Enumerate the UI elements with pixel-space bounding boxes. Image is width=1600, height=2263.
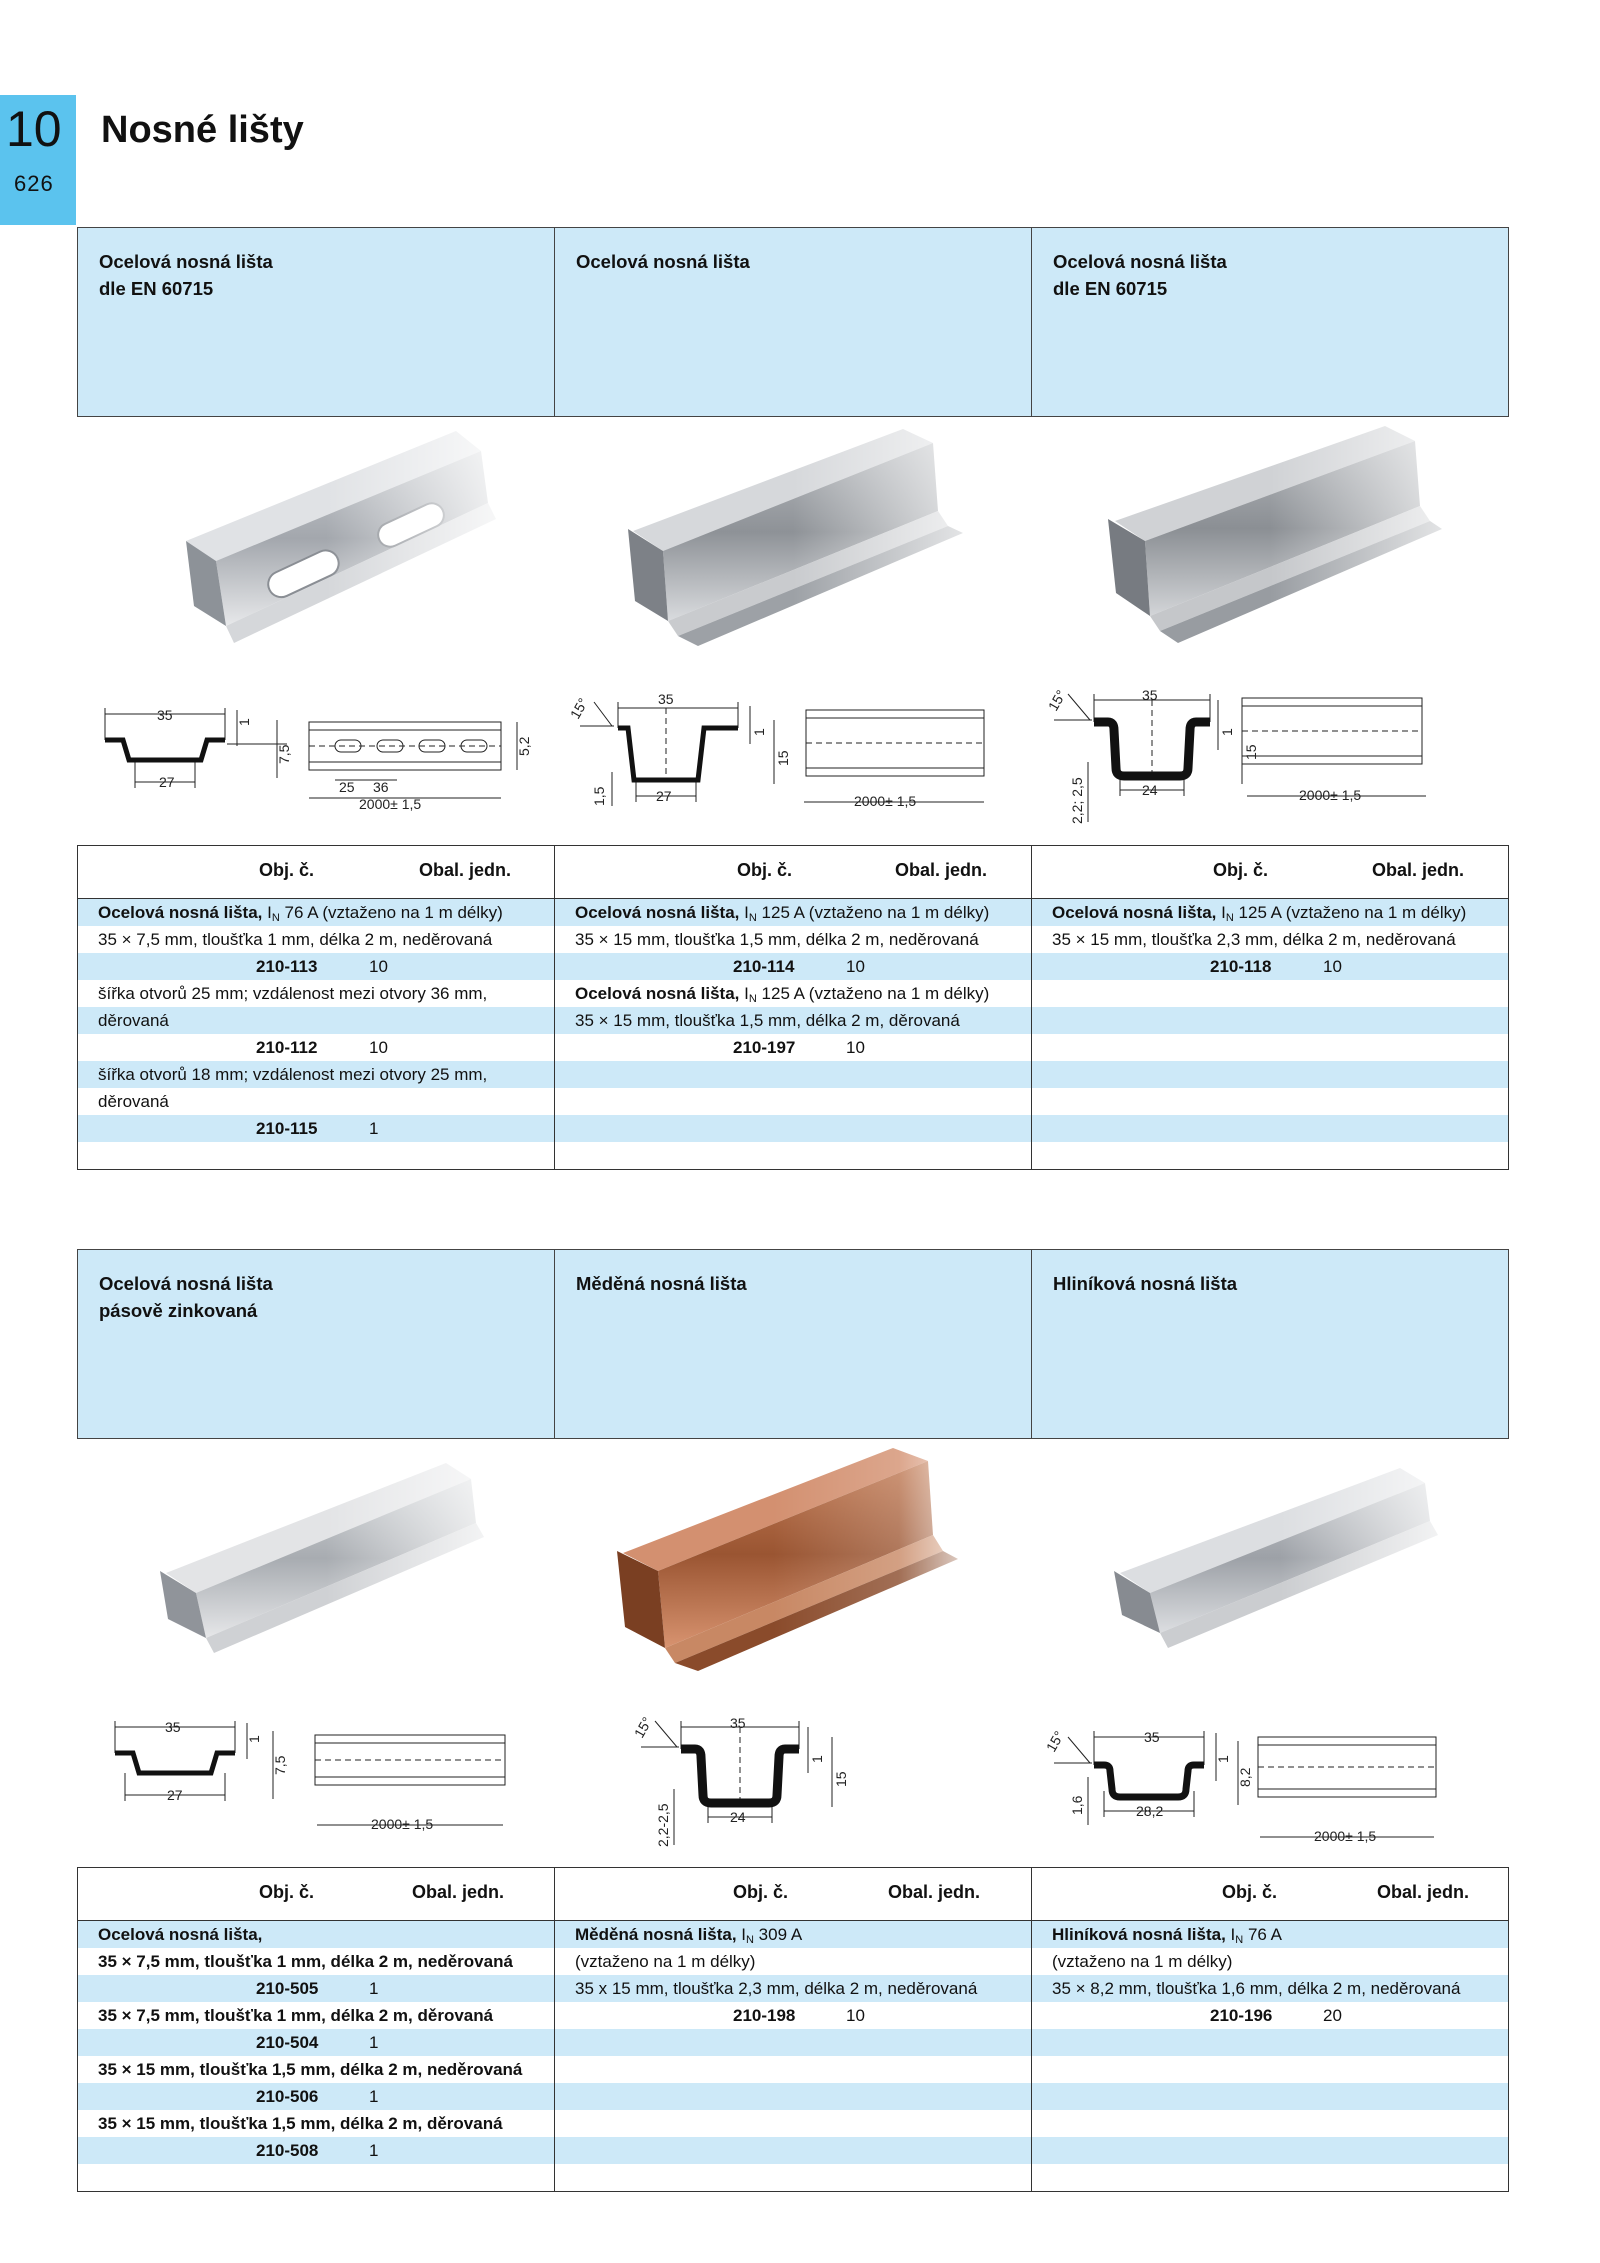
description-line: 35 × 7,5 mm, tloušťka 1 mm, délka 2 m, děrovaná <box>98 2006 494 2025</box>
description-line <box>1032 2029 1508 2056</box>
pack-unit: 10 <box>846 957 865 976</box>
order-table-1 <box>77 845 1509 1170</box>
product-header-steel: Ocelová nosná lišta <box>555 228 1032 416</box>
pack-unit: 20 <box>1323 2006 1342 2025</box>
description-line: Ocelová nosná lišta, $I_N$ 125 A (vztaženo na 1 m délky) <box>575 984 990 1005</box>
order-number: 210-113 <box>256 957 318 976</box>
dim-sheet-thickness: 1,5 <box>591 786 608 806</box>
description-line <box>1032 2164 1508 2191</box>
description-line <box>1032 1088 1508 1115</box>
dim-base: 27 <box>167 1787 183 1803</box>
dim-side: 5,2 <box>516 736 532 756</box>
table-header: Obj. č. Obal. jedn. <box>555 846 1031 899</box>
description-line: 35 × 15 mm, tloušťka 1,5 mm, délka 2 m, neděrovaná <box>98 2060 523 2079</box>
table-header: Obj. č. Obal. jedn. <box>78 846 554 899</box>
order-row <box>555 1034 1031 1061</box>
product-name: Ocelová nosná lišta, <box>1052 903 1217 922</box>
table-header: Obj. č. Obal. jedn. <box>78 1868 554 1921</box>
order-row <box>78 2083 554 2110</box>
description-line <box>555 2137 1031 2164</box>
product-header-aluminium: Hliníková nosná lišta <box>1053 1273 1238 1294</box>
description-line <box>1032 2137 1508 2164</box>
description-line: 35 × 7,5 mm, tloušťka 1 mm, délka 2 m, neděrovaná <box>98 1952 513 1971</box>
dim-thickness: 1 <box>246 1735 262 1743</box>
description-line: (vztaženo na 1 m délky) <box>575 1952 756 1971</box>
order-number: 210-112 <box>256 1038 318 1057</box>
dim-length: 2000± 1,5 <box>1298 787 1361 803</box>
order-row <box>78 1975 554 2002</box>
dimension-drawing-perforated <box>77 680 554 826</box>
description-line: 35 × 15 mm, tloušťka 1,5 mm, délka 2 m, děrovaná <box>555 1007 1031 1034</box>
order-number: 210-505 <box>256 1979 319 1998</box>
dim-base: 28,2 <box>1135 1803 1163 1819</box>
order-row <box>78 2029 554 2056</box>
description-line: šířka otvorů 25 mm; vzdálenost mezi otvory 36 mm, <box>98 984 488 1003</box>
product-header-steel-zinc: Ocelová nosná lišta pásově zinkovaná <box>78 1250 555 1438</box>
product-name: Hliníková nosná lišta, <box>1052 1925 1226 1944</box>
description-line <box>1032 2083 1508 2110</box>
order-table-2 <box>77 1867 1509 2192</box>
table-header: Obj. č. Obal. jedn. <box>555 1868 1031 1921</box>
dim-height: 8,2 <box>1236 1767 1253 1787</box>
dim-sheet-thickness: 2,2; 2,5 <box>1068 777 1085 824</box>
order-number: 210-197 <box>733 1038 796 1057</box>
dim-thickness: 1 <box>1218 728 1235 736</box>
order-column <box>1032 846 1508 1169</box>
order-number: 210-198 <box>733 2006 796 2025</box>
dim-width: 35 <box>157 707 173 723</box>
dim-height: 7,5 <box>276 744 292 764</box>
order-row <box>78 1034 554 1061</box>
dim-length: 2000± 1,5 <box>359 796 422 812</box>
description-line: děrovaná <box>78 1007 554 1034</box>
dim-angle: 15° <box>631 1714 656 1741</box>
description-line: 35 × 15 mm, tloušťka 1,5 mm, délka 2 m, neděrovaná <box>575 930 979 949</box>
dim-thickness: 1 <box>1214 1755 1231 1763</box>
dimension-drawing-heavy <box>1032 680 1509 826</box>
description-line <box>555 1142 1031 1169</box>
product-header-row-2 <box>77 1249 1509 1439</box>
order-row <box>1032 953 1508 980</box>
rail-photo-perforated <box>77 418 554 654</box>
dim-angle: 15° <box>567 695 592 722</box>
description-line <box>555 2029 1031 2056</box>
pack-unit: 10 <box>369 1038 388 1057</box>
order-number: 210-508 <box>256 2141 319 2160</box>
dim-base: 27 <box>656 788 672 804</box>
description-line <box>1032 2056 1508 2083</box>
rail-photo-heavy <box>1032 418 1509 654</box>
page-number: 626 <box>14 171 54 196</box>
description-line: šířka otvorů 18 mm; vzdálenost mezi otvory 25 mm, <box>78 1061 554 1088</box>
pack-unit: 10 <box>846 1038 865 1057</box>
order-number: 210-114 <box>733 957 795 976</box>
dim-thickness: 1 <box>809 1755 826 1763</box>
order-row <box>555 953 1031 980</box>
rail-photo-copper <box>554 1440 1031 1676</box>
rail-photo-aluminium <box>1032 1440 1509 1676</box>
description-line <box>1032 2110 1508 2137</box>
order-number: 210-506 <box>256 2087 319 2106</box>
dim-width: 35 <box>165 1719 181 1735</box>
dim-slot: 25 <box>339 779 355 795</box>
order-column <box>78 846 555 1169</box>
pack-unit: 1 <box>369 1119 379 1138</box>
dim-height: 7,5 <box>272 1755 288 1775</box>
description-line <box>555 1061 1031 1088</box>
dim-length: 2000± 1,5 <box>371 1816 434 1832</box>
description-line <box>555 1115 1031 1142</box>
order-row <box>78 2137 554 2164</box>
description-line <box>1032 980 1508 1007</box>
dim-height: 15 <box>775 750 792 766</box>
product-header-copper: Měděná nosná lišta <box>555 1250 1032 1438</box>
dim-angle: 15° <box>1044 687 1069 714</box>
rail-photo-deep <box>554 418 1031 654</box>
dim-base: 24 <box>1141 782 1158 798</box>
table-header: Obj. č. Obal. jedn. <box>1032 846 1508 899</box>
description-line <box>555 2056 1031 2083</box>
description-line <box>1032 1115 1508 1142</box>
chapter-number: 10 <box>6 101 62 157</box>
description-line <box>555 1088 1031 1115</box>
dim-thickness: 1 <box>751 728 768 736</box>
description-line: Ocelová nosná lišta, $I_N$ 125 A (vztaženo na 1 m délky) <box>555 899 1031 926</box>
product-photo-row-1 <box>77 418 1509 654</box>
order-row <box>1032 2002 1508 2029</box>
description-line <box>555 2164 1031 2191</box>
description-line: 35 × 15 mm, tloušťka 1,5 mm, délka 2 m, děrovaná <box>98 2114 503 2133</box>
product-name: Ocelová nosná lišta, <box>575 984 740 1003</box>
description-line <box>1032 1007 1508 1034</box>
description-line <box>1032 1061 1508 1088</box>
order-number: 210-504 <box>256 2033 319 2052</box>
dim-length: 2000± 1,5 <box>1313 1828 1376 1844</box>
dim-width: 35 <box>1141 687 1158 703</box>
description-line: 35 × 8,2 mm, tloušťka 1,6 mm, délka 2 m, neděrovaná <box>1032 1975 1508 2002</box>
product-photo-row-2 <box>77 1440 1509 1676</box>
dim-width: 35 <box>1143 1729 1160 1745</box>
product-name: Ocelová nosná lišta, <box>575 903 740 922</box>
dimension-drawing-copper <box>554 1703 1031 1849</box>
product-name: Ocelová nosná lišta, <box>98 903 263 922</box>
pack-unit: 10 <box>1323 957 1342 976</box>
dim-height: 15 <box>833 1771 850 1787</box>
dim-height: 15 <box>1242 744 1259 760</box>
product-header-row-1 <box>77 227 1509 417</box>
rail-photo-zinc <box>77 1440 554 1676</box>
dim-width: 35 <box>730 1715 746 1731</box>
description-line <box>78 1142 554 1169</box>
order-row <box>555 2002 1031 2029</box>
pack-unit: 10 <box>369 957 388 976</box>
pack-unit: 1 <box>369 1979 379 1998</box>
description-line: Hliníková nosná lišta, $I_N$ 76 A <box>1032 1921 1508 1948</box>
description-line: 35 × 7,5 mm, tloušťka 1 mm, délka 2 m, neděrovaná <box>98 930 493 949</box>
page-title: Nosné lišty <box>101 109 304 151</box>
product-header-steel-en60715: Ocelová nosná lišta dle EN 60715 <box>78 228 555 416</box>
dim-sheet-thickness: 2,2-2,5 <box>655 1803 672 1847</box>
dim-width: 35 <box>658 691 674 707</box>
order-column <box>555 846 1032 1169</box>
pack-unit: 10 <box>846 2006 865 2025</box>
order-number: 210-196 <box>1210 2006 1273 2025</box>
description-line <box>78 2164 554 2191</box>
dimension-drawing-zinc <box>77 1703 554 1849</box>
order-column <box>78 1868 555 2191</box>
dim-thickness: 1 <box>236 718 252 726</box>
order-number: 210-115 <box>256 1119 318 1138</box>
description-line <box>1032 1034 1508 1061</box>
dim-pitch: 36 <box>373 779 389 795</box>
description-line: 35 × 15 mm, tloušťka 2,3 mm, délka 2 m, neděrovaná <box>1052 930 1456 949</box>
description-line: 35 x 15 mm, tloušťka 2,3 mm, délka 2 m, neděrovaná <box>555 1975 1031 2002</box>
product-name: Měděná nosná lišta, <box>575 1925 737 1944</box>
description-line <box>555 2110 1031 2137</box>
pack-unit: 1 <box>369 2141 379 2160</box>
dimension-drawing-aluminium <box>1032 1703 1509 1849</box>
table-header: Obj. č. Obal. jedn. <box>1032 1868 1508 1921</box>
description-line: (vztaženo na 1 m délky) <box>1052 1952 1233 1971</box>
order-column <box>555 1868 1032 2191</box>
product-header-steel-en60715-heavy: Ocelová nosná lišta dle EN 60715 <box>1053 251 1227 299</box>
description-line: Ocelová nosná lišta, $I_N$ 76 A (vztaženo na 1 m délky) <box>78 899 554 926</box>
dimension-drawing-row-1 <box>77 680 1509 826</box>
description-line: Měděná nosná lišta, $I_N$ 309 A <box>555 1921 1031 1948</box>
order-column <box>1032 1868 1508 2191</box>
pack-unit: 1 <box>369 2087 379 2106</box>
description-line: Ocelová nosná lišta, $I_N$ 125 A (vztaženo na 1 m délky) <box>1032 899 1508 926</box>
dimension-drawing-row-2 <box>77 1703 1509 1849</box>
order-number: 210-118 <box>1210 957 1272 976</box>
dim-sheet-thickness: 1,6 <box>1068 1795 1085 1815</box>
description-line <box>1032 1142 1508 1169</box>
description-line <box>78 1921 554 1948</box>
order-row <box>78 1115 554 1142</box>
description-line: děrovaná <box>98 1092 169 1111</box>
order-row <box>78 953 554 980</box>
dim-angle: 15° <box>1042 1728 1067 1755</box>
description-line <box>555 2083 1031 2110</box>
dim-length: 2000± 1,5 <box>854 793 917 809</box>
dim-base: 24 <box>730 1809 746 1825</box>
pack-unit: 1 <box>369 2033 379 2052</box>
dimension-drawing-deep <box>554 680 1031 826</box>
dim-base: 27 <box>159 774 175 790</box>
product-name: Ocelová nosná lišta, <box>98 1925 263 1944</box>
